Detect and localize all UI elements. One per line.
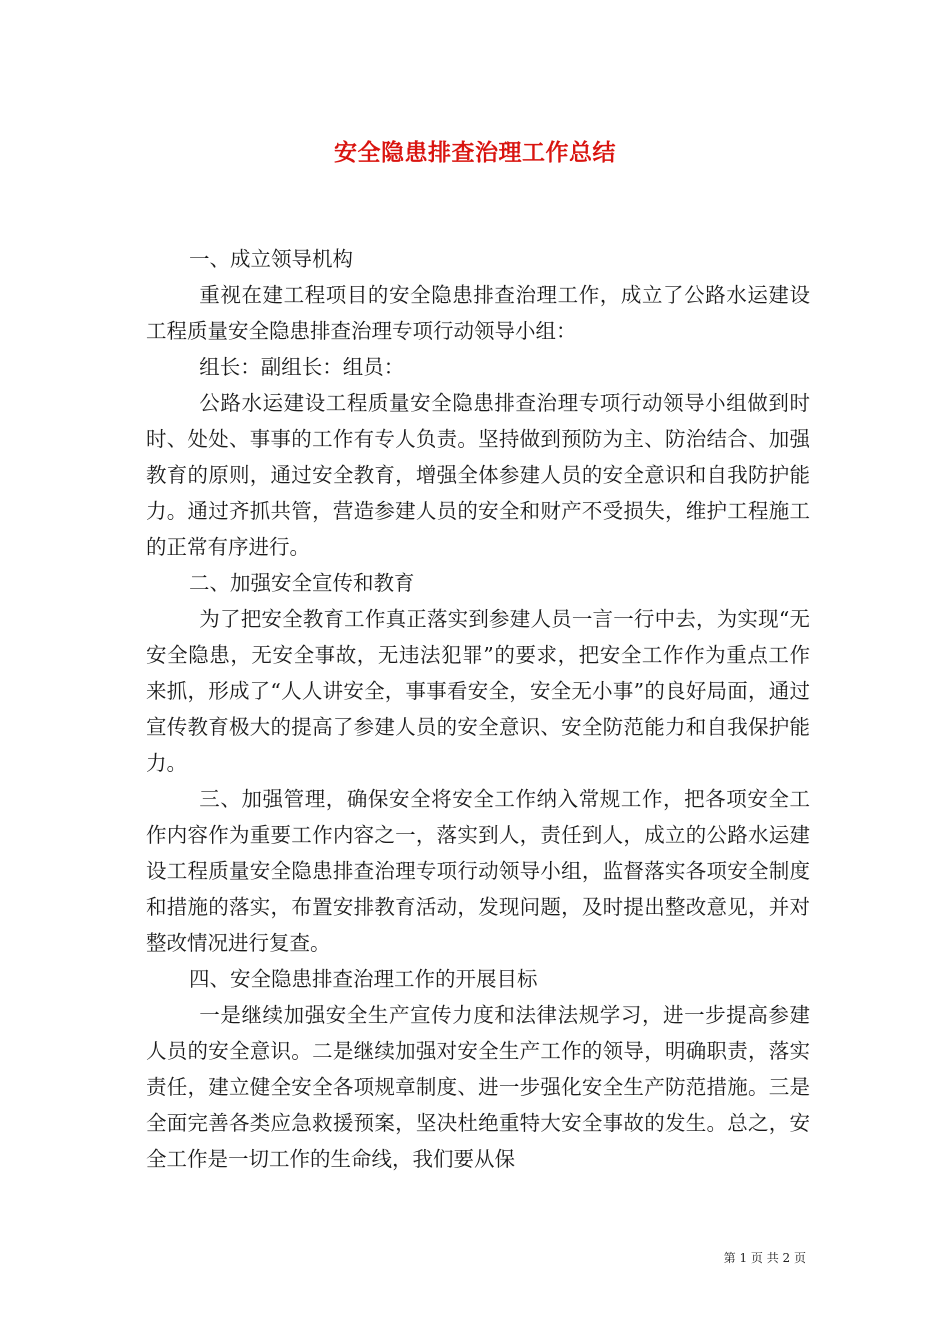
document-body <box>146 241 810 1177</box>
paragraph-1: 重视在建工程项目的安全隐患排查治理工作，成立了公路水运建设工程质量安全隐患排查治理专项行动领导小组： <box>146 283 810 343</box>
paragraph-2: 组长：副组长：组员： <box>199 355 405 379</box>
page-number: 第 1 页 共 2 页 <box>723 1251 806 1265</box>
paragraph-5: 三、加强管理，确保安全将安全工作纳入常规工作，把各项安全工作内容作为重要工作内容之一，落实到人，责任到人，成立的公路水运建设工程质量安全隐患排查治理专项行动领导小组，监督落实各项安全制度和措施的落实，布置安排教育活动，发现问题，及时提出整改意见，并对整改情况进行复查。 <box>146 787 810 955</box>
paragraph-6: 一是继续加强安全生产宣传力度和法律法规学习，进一步提高参建人员的安全意识。二是继续加强对安全生产工作的领导，明确职责，落实责任，建立健全安全各项规章制度、进一步强化安全生产防范措施。三是全面完善各类应急救援预案，坚决杜绝重特大安全事故的发生。总之，安全工作是一切工作的生命线，我们要从保 <box>146 1003 810 1171</box>
section-heading-4: 四、安全隐患排查治理工作的开展目标 <box>189 967 538 991</box>
section-heading-2: 二、加强安全宣传和教育 <box>189 571 415 595</box>
paragraph-4: 为了把安全教育工作真正落实到参建人员一言一行中去，为实现“无安全隐患，无安全事故，无违法犯罪”的要求，把安全工作作为重点工作来抓，形成了“人人讲安全，事事看安全，安全无小事”的良好局面，通过宣传教育极大的提高了参建人员的安全意识、安全防范能力和自我保护能力。 <box>146 607 810 775</box>
section-heading-1: 一、成立领导机构 <box>189 247 354 271</box>
paragraph-3: 公路水运建设工程质量安全隐患排查治理专项行动领导小组做到时时、处处、事事的工作有专人负责。坚持做到预防为主、防治结合、加强教育的原则，通过安全教育，增强全体参建人员的安全意识和自我防护能力。通过齐抓共管，营造参建人员的安全和财产不受损失，维护工程施工的正常有序进行。 <box>146 391 810 559</box>
document-title: 安全隐患排查治理工作总结 <box>334 139 616 166</box>
